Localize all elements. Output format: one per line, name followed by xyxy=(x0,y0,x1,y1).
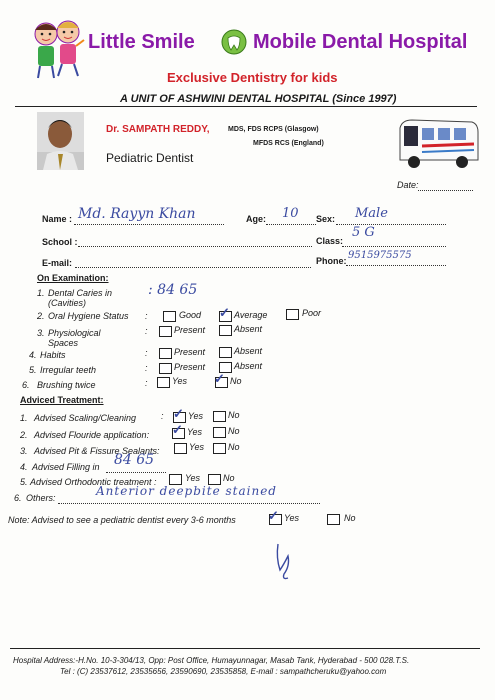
exam-5-label: Irregular teeth xyxy=(40,365,97,375)
treat-2-num: 2. xyxy=(20,430,28,440)
exam-3-absent-label: Absent xyxy=(234,324,263,334)
treat-2-no-checkbox[interactable] xyxy=(213,427,226,438)
treat-5-yes-label: Yes xyxy=(185,473,201,483)
exam-2-poor-checkbox[interactable] xyxy=(286,309,299,320)
exam-5-present-label: Present xyxy=(174,362,206,372)
treat-3-yes-checkbox[interactable] xyxy=(174,443,187,454)
exam-1-value: : 84 65 xyxy=(148,282,198,298)
exam-6-num: 6. xyxy=(22,380,30,390)
treat-4-field[interactable] xyxy=(106,472,166,473)
doctor-photo xyxy=(37,112,84,170)
note-no-checkbox[interactable] xyxy=(327,514,340,525)
exam-3-colon: : xyxy=(145,326,148,336)
note-text: Note: Advised to see a pediatric dentist every 3-6 months xyxy=(8,515,236,525)
exam-1-num: 1. xyxy=(37,288,45,298)
exam-2-average-check-icon: ✓ xyxy=(219,305,230,320)
doctor-specialty: Pediatric Dentist xyxy=(106,151,194,165)
exam-3-present-label: Present xyxy=(174,325,206,335)
exam-2-num: 2. xyxy=(37,311,45,321)
treat-1-label: Advised Scaling/Cleaning xyxy=(34,413,137,423)
phone-value: 9515975575 xyxy=(348,250,412,261)
name-value: Md. Rayyn Khan xyxy=(78,206,196,222)
exam-6-no-check-icon: ✓ xyxy=(214,371,225,386)
hospital-subtitle: Exclusive Dentistry for kids xyxy=(167,70,338,85)
treat-2-no-label: No xyxy=(228,426,240,436)
treat-5-no-label: No xyxy=(223,473,235,483)
kids-logo-icon xyxy=(28,16,88,80)
age-value: 10 xyxy=(282,206,299,221)
treatment-heading: Adviced Treatment: xyxy=(20,395,104,405)
note-no-label: No xyxy=(344,513,356,523)
exam-6-colon: : xyxy=(145,378,148,388)
header-divider xyxy=(15,106,477,107)
note-yes-check-icon: ✓ xyxy=(268,508,279,523)
exam-5-num: 5. xyxy=(29,365,37,375)
examination-heading: On Examination: xyxy=(37,273,109,283)
exam-2-colon: : xyxy=(145,311,148,321)
treat-3-no-checkbox[interactable] xyxy=(213,443,226,454)
treat-6-num: 6. xyxy=(14,493,22,503)
exam-2-average-label: Average xyxy=(234,310,268,320)
hospital-title-part1: Little Smile xyxy=(88,31,195,53)
phone-field[interactable] xyxy=(346,265,446,266)
bus-icon xyxy=(396,116,480,174)
treat-1-colon: : xyxy=(161,411,164,421)
class-field[interactable] xyxy=(342,246,446,247)
exam-6-yes-checkbox[interactable] xyxy=(157,377,170,388)
name-field[interactable] xyxy=(74,224,224,225)
treat-1-yes-label: Yes xyxy=(188,411,204,421)
name-label: Name : xyxy=(42,214,73,224)
exam-3-num: 3. xyxy=(37,328,45,338)
age-field[interactable] xyxy=(266,224,316,225)
treat-2-yes-label: Yes xyxy=(187,427,203,437)
treat-3-no-label: No xyxy=(228,442,240,452)
exam-1-sub: (Cavities) xyxy=(48,298,87,308)
treat-1-no-checkbox[interactable] xyxy=(213,411,226,422)
exam-4-colon: : xyxy=(145,348,148,358)
exam-3-present-checkbox[interactable] xyxy=(159,326,172,337)
exam-4-label: Habits xyxy=(40,350,66,360)
exam-5-colon: : xyxy=(145,363,148,373)
treat-6-field[interactable] xyxy=(58,503,320,504)
school-label: School : xyxy=(42,237,78,247)
doctor-qual-1: MDS, FDS RCPS (Glasgow) xyxy=(228,126,319,133)
treat-5-label: Advised Orthodontic treatment : xyxy=(30,477,157,487)
treat-3-label: Advised Pit & Fissure Sealants: xyxy=(34,446,160,456)
hospital-title xyxy=(88,31,195,54)
footer-divider xyxy=(10,648,480,649)
exam-6-no-label: No xyxy=(230,376,242,386)
treat-4-num: 4. xyxy=(20,462,28,472)
treat-2-label: Advised Flouride application: xyxy=(34,430,150,440)
note-yes-label: Yes xyxy=(284,513,300,523)
treat-4-value: 84 65 xyxy=(114,452,155,468)
hospital-title-part2: Mobile Dental Hospital xyxy=(253,31,468,53)
exam-3-sub: Spaces xyxy=(48,338,79,348)
unit-line: A UNIT OF ASHWINI DENTAL HOSPITAL (Since 1997) xyxy=(120,93,397,105)
footer-address: Hospital Address:-H.No. 10-3-304/13, Opp: Post Office, Humayunnagar, Masab Tank, Hyderabad - 500 028.T.S. xyxy=(13,656,410,665)
treat-4-label: Advised Filling in xyxy=(32,462,100,472)
treat-1-num: 1. xyxy=(20,413,28,423)
exam-5-present-checkbox[interactable] xyxy=(159,363,172,374)
date-field[interactable] xyxy=(418,190,473,191)
date-label: Date: xyxy=(397,180,419,190)
exam-2-good-checkbox[interactable] xyxy=(163,311,176,322)
exam-6-label: Brushing twice xyxy=(37,380,96,390)
signature-mark xyxy=(272,540,302,582)
class-value: 5 G xyxy=(352,225,375,240)
sex-label: Sex: xyxy=(316,214,336,224)
exam-5-absent-label: Absent xyxy=(234,361,263,371)
treat-6-value: Anterior deepbite stained xyxy=(96,484,277,498)
treat-2-yes-check-icon: ✓ xyxy=(172,422,183,437)
exam-6-yes-label: Yes xyxy=(172,376,188,386)
hospital-title-2 xyxy=(253,31,467,54)
treat-1-no-label: No xyxy=(228,410,240,420)
treat-3-num: 3. xyxy=(20,446,28,456)
exam-4-absent-label: Absent xyxy=(234,346,263,356)
exam-2-good-label: Good xyxy=(179,310,202,320)
exam-4-present-label: Present xyxy=(174,347,206,357)
exam-3-absent-checkbox[interactable] xyxy=(219,325,232,336)
age-label: Age: xyxy=(246,214,266,224)
class-label: Class: xyxy=(316,236,344,246)
exam-2-label: Oral Hygiene Status xyxy=(48,311,129,321)
treat-5-num: 5. xyxy=(20,477,28,487)
exam-4-absent-checkbox[interactable] xyxy=(219,347,232,358)
sex-value: Male xyxy=(355,206,388,221)
email-field[interactable] xyxy=(75,267,311,268)
email-label: E-mail: xyxy=(42,258,73,268)
phone-label: Phone: xyxy=(316,256,347,266)
doctor-name: Dr. SAMPATH REDDY, xyxy=(106,124,210,135)
treat-3-yes-label: Yes xyxy=(189,442,205,452)
treat-1-yes-check-icon: ✓ xyxy=(173,406,184,421)
doctor-qual-2: MFDS RCS (England) xyxy=(253,140,324,147)
exam-4-present-checkbox[interactable] xyxy=(159,348,172,359)
exam-2-poor-label: Poor xyxy=(302,308,322,318)
school-field[interactable] xyxy=(78,246,312,247)
exam-4-num: 4. xyxy=(29,350,37,360)
footer-contact: Tel : (C) 23537612, 23535656, 23590690, 23535858, E-mail : sampathcheruku@yahoo.com xyxy=(60,667,387,676)
exam-3-label: Physiological xyxy=(48,328,101,338)
tooth-logo-icon xyxy=(220,28,248,56)
exam-1-label: Dental Caries in xyxy=(48,288,113,298)
treat-6-label: Others: xyxy=(26,493,56,503)
